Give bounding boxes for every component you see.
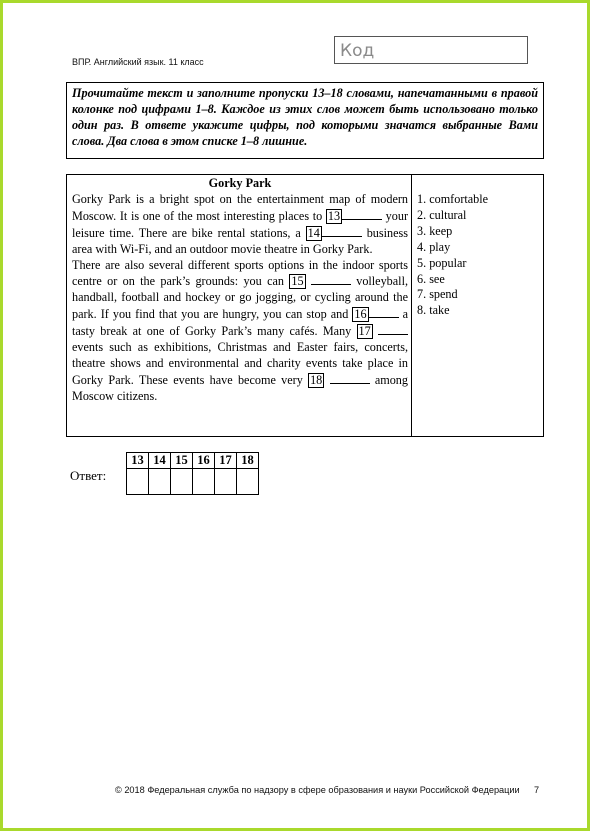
word-list bbox=[417, 192, 488, 319]
answer-label: Ответ: bbox=[70, 468, 107, 483]
gap-17-number: 17 bbox=[358, 324, 371, 339]
text-segment: a tasty break at one of Gorky Park’s many cafés. Many bbox=[72, 307, 409, 339]
gap-18-blank[interactable] bbox=[330, 372, 370, 384]
text-title: Gorky Park bbox=[208, 176, 272, 190]
gap-15-blank[interactable] bbox=[311, 273, 351, 285]
answer-cell-16[interactable] bbox=[193, 469, 215, 495]
gap-14-blank[interactable] bbox=[322, 225, 362, 237]
word-option: 5. popular bbox=[417, 255, 467, 270]
code-label: Код bbox=[340, 41, 375, 61]
text-segment: Gorky Park is a bright spot on the entertainment map of modern Moscow. It is one of the most interesting places to bbox=[72, 191, 408, 223]
answer-grid bbox=[126, 452, 259, 495]
page-footer: © 2018 Федеральная служба по надзору в сфере образования и науки Российской Федерации bbox=[115, 785, 520, 795]
gap-16-blank[interactable] bbox=[369, 306, 399, 318]
word-option: 6. see bbox=[417, 271, 445, 286]
answer-column-header: 17 bbox=[215, 453, 237, 469]
text-segment: There are also several different sports options in the indoor sports centre or on the park’s grounds: you can bbox=[72, 257, 408, 289]
page-number: 7 bbox=[534, 785, 540, 795]
paragraph-1 bbox=[72, 192, 408, 258]
gap-14-number: 14 bbox=[307, 225, 320, 240]
word-option: 2. cultural bbox=[417, 207, 467, 222]
answer-cell-17[interactable] bbox=[215, 469, 237, 495]
text-segment: your leisure time. There are bike rental stations, a bbox=[72, 208, 409, 240]
answer-column-header: 15 bbox=[171, 453, 193, 469]
word-option: 4. play bbox=[417, 239, 451, 254]
gap-13-number: 13 bbox=[327, 208, 341, 223]
gap-13-blank[interactable] bbox=[342, 208, 382, 220]
gap-18-number: 18 bbox=[310, 372, 323, 387]
answer-column-header: 13 bbox=[127, 453, 149, 469]
page-header: ВПР. Английский язык. 11 класс bbox=[72, 57, 204, 67]
answer-cell-18[interactable] bbox=[237, 469, 259, 495]
gap-17-blank[interactable] bbox=[378, 323, 408, 335]
answer-cell-15[interactable] bbox=[171, 469, 193, 495]
paragraph-2 bbox=[72, 258, 408, 405]
text-column bbox=[72, 176, 408, 405]
column-divider bbox=[411, 175, 412, 436]
text-segment: volleyball, handball, football and hockey or go jogging, or cycling around the park. If you find that you are hungry, you can stop and bbox=[72, 274, 409, 322]
text-segment: events such as exhibitions, Christmas and Easter fairs, concerts, theatre shows and environmental and charity events take place in Gorky Park. These events have become very bbox=[72, 340, 408, 387]
word-option: 1. comfortable bbox=[417, 192, 489, 206]
word-option: 7. spend bbox=[417, 287, 458, 302]
answer-column-header: 16 bbox=[193, 453, 215, 469]
text-segment: among Moscow citizens. bbox=[72, 372, 408, 403]
answer-cell-14[interactable] bbox=[149, 469, 171, 495]
word-option: 3. keep bbox=[417, 223, 453, 238]
gap-15-number: 15 bbox=[291, 274, 304, 289]
task-instruction: Прочитайте текст и заполните пропуски 13–18 словами, напечатанными в правой колонке под цифрами 1–8. Каждое из этих слов может быть использовано только один раз. В ответе укажите цифры, под которыми значатся выбранные Вами слова. Два слова в этом списке 1–8 лишние. bbox=[66, 82, 544, 159]
word-option: 8. take bbox=[417, 303, 450, 318]
task-table bbox=[66, 174, 544, 437]
answer-cell-13[interactable] bbox=[127, 469, 149, 495]
code-field[interactable] bbox=[334, 36, 528, 64]
text-segment: business area with Wi-Fi, and an outdoor movie theatre in Gorky Park. bbox=[72, 225, 409, 256]
answer-column-header: 18 bbox=[237, 453, 259, 469]
gap-16-number: 16 bbox=[354, 307, 367, 322]
answer-column-header: 14 bbox=[149, 453, 171, 469]
